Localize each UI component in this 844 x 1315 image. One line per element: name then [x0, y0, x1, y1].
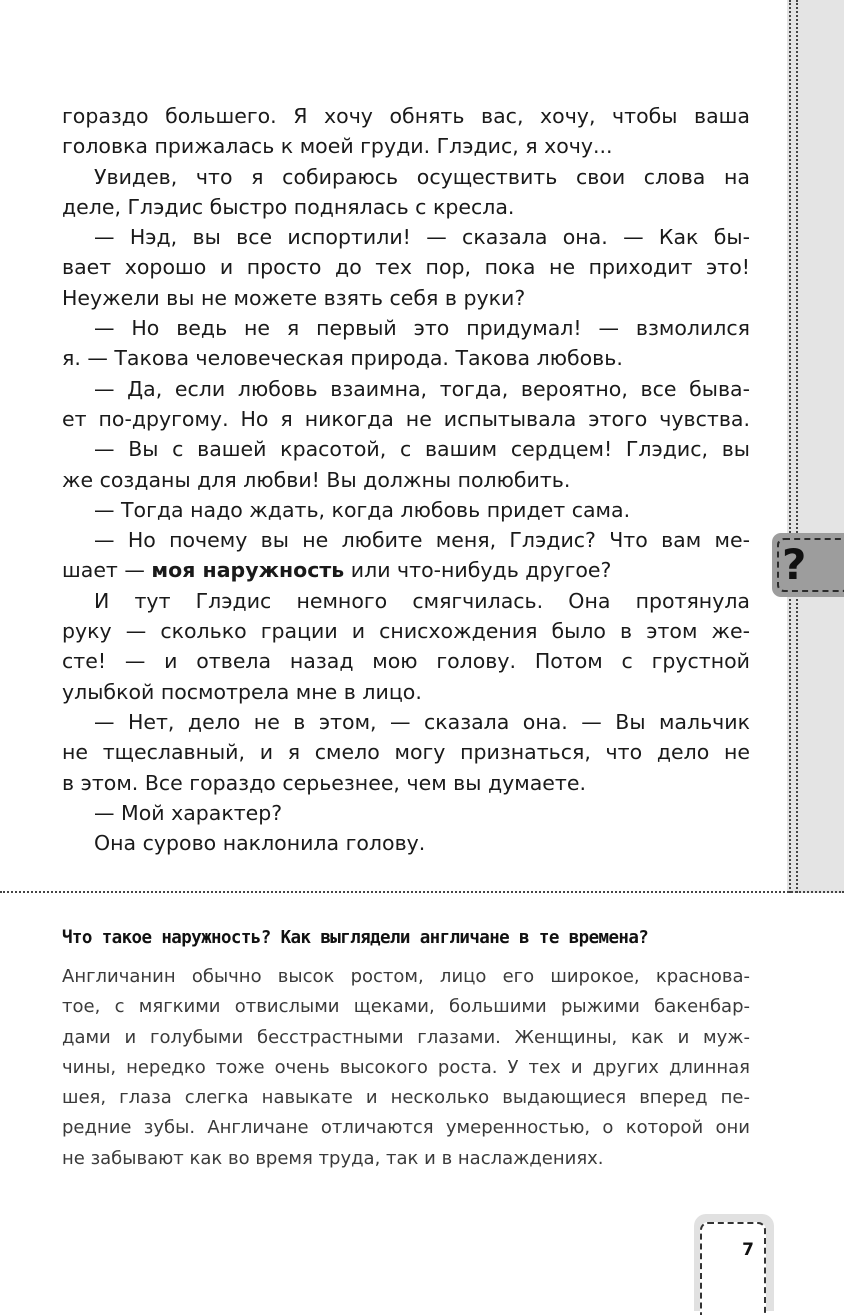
story-text [62, 101, 750, 858]
info-text [62, 962, 750, 1174]
story-line: — Нэд, вы все испортили! — сказала она. — Как бы- [94, 225, 750, 250]
info-line: тое, с мягкими отвислыми щеками, большими рыжими бакенбар- [62, 996, 750, 1018]
story-line: Она сурово наклонила голову. [94, 831, 426, 856]
page-edge-strip [787, 0, 844, 893]
info-line: редние зубы. Англичане отличаются умеренностью, о которой они [62, 1117, 750, 1139]
page-number-tab [694, 1214, 774, 1311]
story-line: гораздо большего. Я хочу обнять вас, хочу, чтобы ваша [62, 104, 750, 128]
story-line-emphasis [62, 555, 750, 585]
info-line: дами и голубыми бесстрастными глазами. Женщины, как и муж- [62, 1026, 750, 1048]
story-line: — Но почему вы не любите меня, Глэдис? Что вам ме- [94, 528, 750, 553]
question-mark-icon: ? [782, 540, 807, 589]
info-line: не забывают как во время труда, так и в наслаждениях. [62, 1147, 604, 1169]
emphasis-bold: моя наружность [151, 558, 345, 583]
info-line: Англичанин обычно высок ростом, лицо его широкое, краснова- [62, 966, 750, 987]
page-number: 7 [742, 1240, 754, 1260]
story-line: — Да, если любовь взаимна, тогда, вероятно, все быва- [94, 376, 750, 401]
story-line: не тщеславный, и я смело могу признаться, что дело не [62, 740, 750, 765]
info-heading: Что такое наружность? Как выглядели англичане в те времена? [62, 928, 649, 948]
info-line: чины, нередко тоже очень высокого роста. У тех и других длинная [62, 1056, 750, 1078]
story-line: — Мой характер? [94, 800, 283, 825]
info-line: шея, глаза слегка навыкате и несколько выдающиеся вперед пе- [62, 1087, 750, 1109]
story-fragment: или что-нибудь другое? [344, 558, 612, 583]
story-line: в этом. Все гораздо серьезнее, чем вы думаете. [62, 770, 586, 795]
story-line: руку — сколько грации и снисхождения было в этом же- [62, 619, 750, 644]
story-line: деле, Глэдис быстро поднялась с кресла. [62, 194, 515, 219]
question-tab [772, 533, 844, 597]
section-divider [0, 891, 844, 893]
page-number-tab-border [700, 1222, 766, 1315]
story-line: же созданы для любви! Вы должны полюбить. [62, 467, 571, 492]
story-line: улыбкой посмотрела мне в лицо. [62, 679, 422, 704]
story-line: — Нет, дело не в этом, — сказала она. — Вы мальчик [94, 709, 750, 734]
story-line: — Тогда надо ждать, когда любовь придет сама. [94, 497, 631, 522]
story-line: — Вы с вашей красотой, с вашим сердцем! Глэдис, вы [94, 437, 750, 462]
story-line: головка прижалась к моей груди. Глэдис, я хочу... [62, 134, 613, 159]
story-line: И тут Глэдис немного смягчилась. Она протянула [94, 588, 750, 613]
story-line: — Но ведь не я первый это придумал! — взмолился [94, 316, 750, 341]
story-line: ет по-другому. Но я никогда не испытывала этого чувства. [62, 406, 750, 431]
story-fragment: шает — [62, 558, 152, 583]
story-line: я. — Такова человеческая природа. Такова любовь. [62, 346, 623, 371]
story-line: сте! — и отвела назад мою голову. Потом с грустной [62, 649, 750, 674]
story-line: вает хорошо и просто до тех пор, пока не приходит это! [62, 255, 750, 280]
story-line: Увидев, что я собираюсь осуществить свои слова на [94, 164, 750, 189]
story-line: Неужели вы не можете взять себя в руки? [62, 285, 526, 310]
